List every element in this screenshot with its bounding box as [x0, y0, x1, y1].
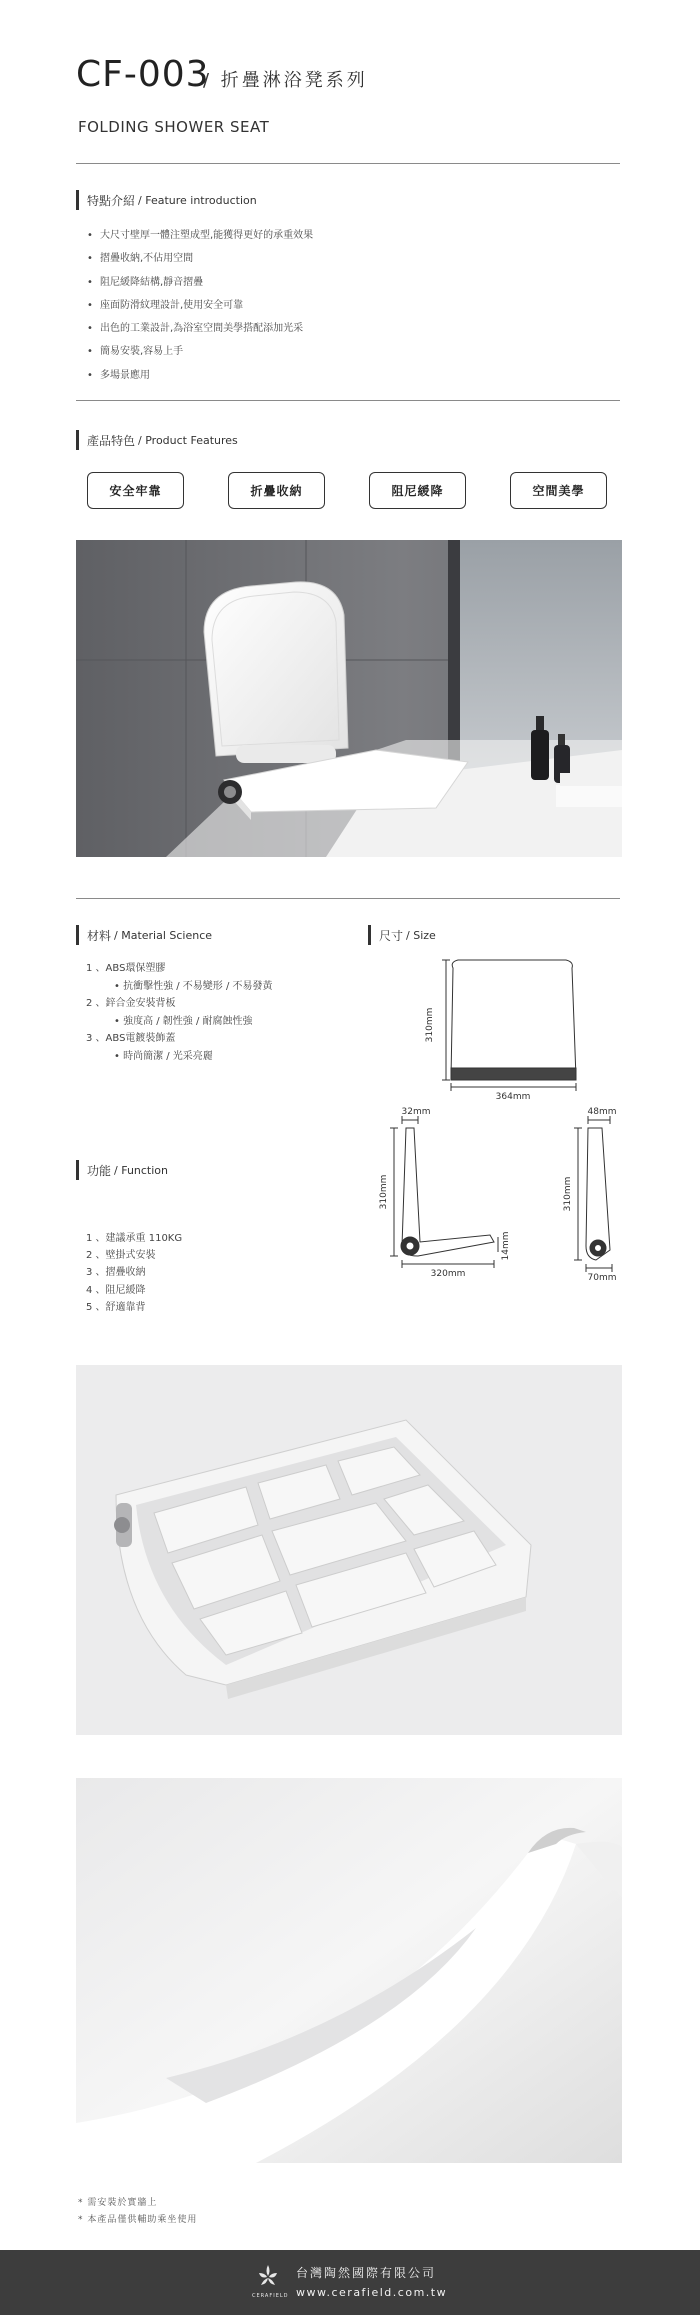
size-heading-zh: 尺寸 — [379, 928, 404, 943]
function-item: 2 、壁掛式安裝 — [86, 1250, 156, 1262]
product-code: CF-003 — [76, 54, 210, 95]
product-name-zh: / 折疊淋浴凳系列 — [203, 70, 368, 91]
cerafield-logo-icon — [257, 2264, 279, 2290]
dim-folded-top: 48mm — [587, 1107, 617, 1117]
material-detail: • 時尚簡潔 / 光采亮麗 — [114, 1050, 213, 1062]
heading-bar — [76, 190, 79, 210]
heading-bar — [76, 430, 79, 450]
materials-list — [86, 960, 273, 1065]
size-diagram — [358, 950, 628, 1290]
divider — [76, 898, 620, 899]
feature-list — [96, 224, 313, 387]
dim-folded-height: 310mm — [563, 1176, 573, 1212]
materials-heading — [76, 925, 212, 945]
material-item: 3 、ABS電鍍裝飾蓋 — [86, 1033, 176, 1044]
function-item: 4 、阻尼緩降 — [86, 1284, 146, 1296]
divider — [76, 163, 620, 164]
product-name-en: FOLDING SHOWER SEAT — [78, 118, 270, 136]
size-heading — [368, 925, 436, 945]
dim-side-top: 32mm — [401, 1107, 431, 1117]
size-heading-en: / Size — [406, 928, 436, 942]
heading-bar — [368, 925, 371, 945]
footer-company: 台灣陶然國際有限公司 — [296, 2266, 437, 2280]
function-item: 5 、舒適靠背 — [86, 1301, 146, 1313]
list-item: • 摺疊收納,不佔用空間 — [96, 247, 313, 270]
heading-bar — [76, 1160, 79, 1180]
heading-bar — [76, 925, 79, 945]
footer — [0, 2250, 700, 2315]
note-item: * 需安裝於實牆上 — [78, 2198, 158, 2208]
dim-front-width: 364mm — [495, 1092, 531, 1102]
function-heading — [76, 1160, 168, 1180]
feature-badges — [87, 472, 607, 509]
note-item: * 本產品僅供輔助乘坐使用 — [78, 2215, 198, 2225]
divider — [76, 400, 620, 401]
footer-url: www.cerafield.com.tw — [296, 2286, 448, 2299]
badge-folding: 折疊收納 — [228, 472, 325, 509]
material-item: 2 、鋅合金安裝背板 — [86, 998, 176, 1009]
function-item: 3 、摺疊收納 — [86, 1267, 146, 1279]
material-detail: • 強度高 / 韌性強 / 耐腐蝕性強 — [114, 1015, 253, 1027]
badge-safety: 安全牢靠 — [87, 472, 184, 509]
dim-folded-depth: 70mm — [587, 1273, 617, 1283]
badge-aesthetics: 空間美學 — [510, 472, 607, 509]
dim-side-height: 310mm — [379, 1174, 389, 1210]
function-item: 1 、建議承重 110KG — [86, 1233, 183, 1244]
dim-side-thickness: 14mm — [501, 1231, 511, 1261]
function-heading-zh: 功能 — [87, 1163, 112, 1178]
function-heading-en: / Function — [114, 1163, 169, 1177]
dim-front-height: 310mm — [425, 1007, 435, 1043]
list-item: • 座面防滑紋理設計,使用安全可靠 — [96, 294, 313, 317]
materials-heading-en: / Material Science — [114, 928, 213, 942]
product-photo-bathroom — [76, 540, 622, 857]
intro-heading — [76, 190, 257, 210]
list-item: • 阻尼緩降結構,靜音摺疊 — [96, 271, 313, 294]
dim-side-depth: 320mm — [430, 1269, 466, 1279]
material-detail: • 抗衝擊性強 / 不易變形 / 不易發黃 — [114, 980, 273, 992]
list-item: • 大尺寸壁厚一體注塑成型,能獲得更好的承重效果 — [96, 224, 313, 247]
intro-heading-en: / Feature introduction — [138, 193, 257, 207]
intro-heading-zh: 特點介紹 — [87, 193, 136, 208]
footer-brand: CERAFIELD — [252, 2293, 289, 2299]
badge-damping: 阻尼緩降 — [369, 472, 466, 509]
material-item: 1 、ABS環保塑膠 — [86, 963, 166, 974]
features-heading — [76, 430, 238, 450]
materials-heading-zh: 材料 — [87, 928, 112, 943]
features-heading-en: / Product Features — [138, 433, 238, 447]
list-item: • 多場景應用 — [96, 364, 313, 387]
product-photo-underside — [76, 1365, 622, 1735]
list-item: • 出色的工業設計,為浴室空間美學搭配添加光采 — [96, 317, 313, 340]
function-list — [86, 1230, 182, 1316]
product-photo-closeup — [76, 1778, 622, 2163]
notes — [78, 2195, 197, 2229]
features-heading-zh: 產品特色 — [87, 433, 136, 448]
list-item: • 簡易安裝,容易上手 — [96, 340, 313, 363]
